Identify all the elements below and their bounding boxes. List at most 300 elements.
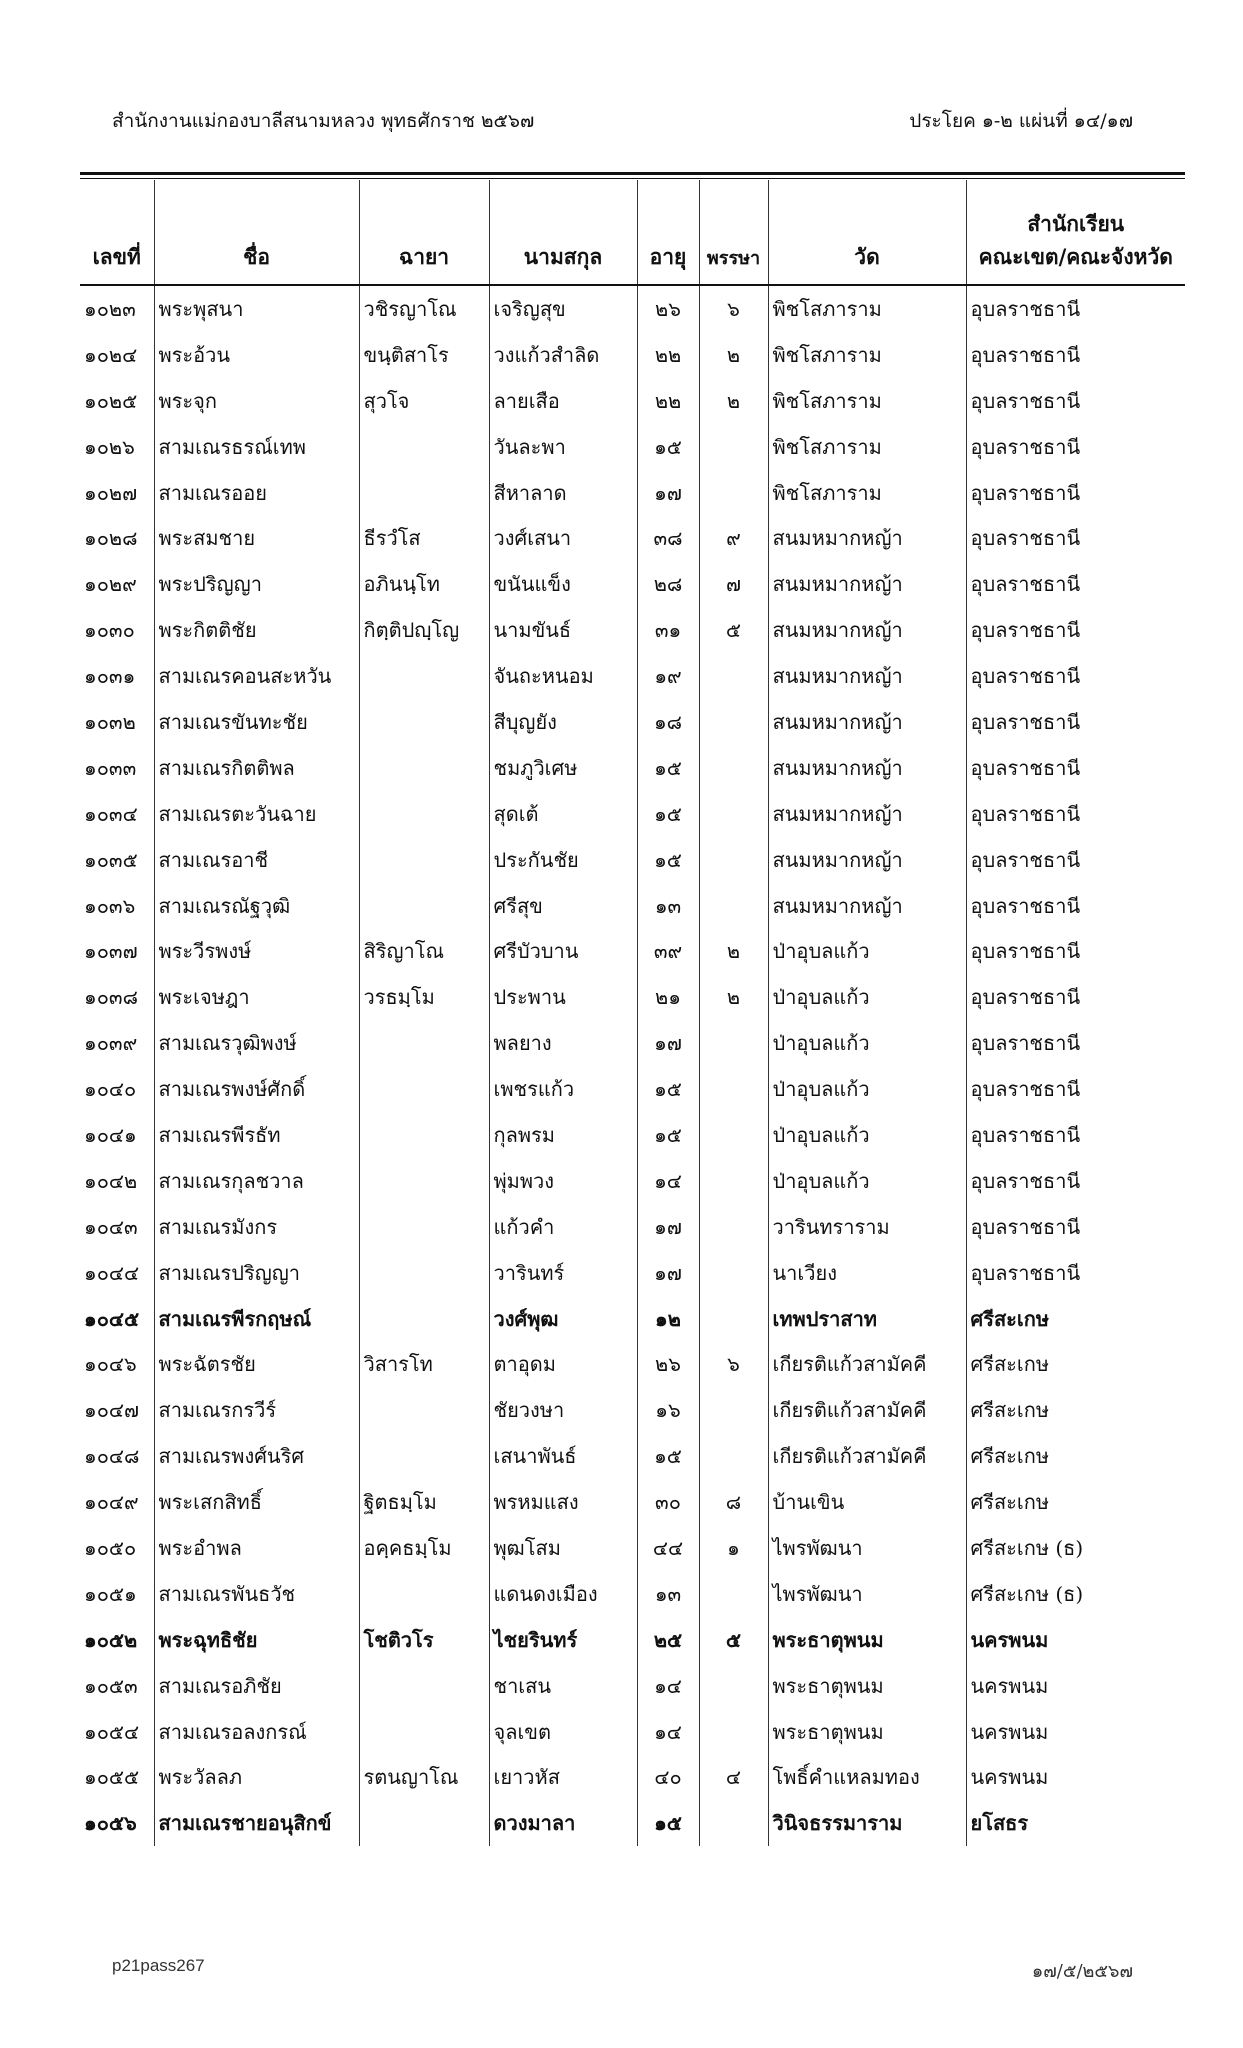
cell-chaya <box>359 1020 489 1066</box>
table-row <box>80 1158 1185 1204</box>
table-row <box>80 699 1185 745</box>
cell-chaya <box>359 470 489 516</box>
table-row <box>80 1250 1185 1296</box>
cell-school: ศรีสะเกษ <box>966 1387 1185 1433</box>
cell-surname: จุลเขต <box>489 1709 637 1755</box>
cell-wat: บ้านเขิน <box>768 1479 966 1525</box>
cell-school: ศรีสะเกษ <box>966 1296 1185 1342</box>
cell-wat: เกียรติแก้วสามัคคี <box>768 1433 966 1479</box>
cell-wat: พระธาตุพนม <box>768 1709 966 1755</box>
cell-name: สามเณรปริญญา <box>154 1250 359 1296</box>
cell-name: พระวีรพงษ์ <box>154 928 359 974</box>
cell-no: ๑๐๒๘ <box>84 526 138 551</box>
cell-no: ๑๐๒๙ <box>84 572 137 597</box>
cell-surname: เสนาพันธ์ <box>489 1433 637 1479</box>
cell-chaya <box>359 1571 489 1617</box>
table-row <box>80 974 1185 1020</box>
header-rule-thick <box>80 172 1185 175</box>
cell-age: ๔๔ <box>637 1525 699 1571</box>
cell-no: ๑๐๔๒ <box>84 1168 138 1193</box>
footer-code: p21pass267 <box>112 1956 205 1975</box>
page-header-office: สำนักงานแม่กองบาลีสนามหลวง พุทธศักราช ๒๕๖๗ <box>112 110 535 132</box>
cell-surname: วงแก้วสำลิด <box>489 332 637 378</box>
cell-surname: แก้วคำ <box>489 1204 637 1250</box>
table-row <box>80 1112 1185 1158</box>
cell-age: ๑๘ <box>637 699 699 745</box>
cell-wat: ป่าอุบลแก้ว <box>768 1112 966 1158</box>
cell-age: ๒๖ <box>637 285 699 332</box>
table-row <box>80 1387 1185 1433</box>
cell-name: พระสมชาย <box>154 515 359 561</box>
cell-vassa <box>699 1204 768 1250</box>
cell-age: ๑๒ <box>637 1296 699 1342</box>
cell-wat: สนมหมากหญ้า <box>768 883 966 929</box>
cell-school: อุบลราชธานี <box>966 974 1185 1020</box>
cell-chaya: ธีรวํโส <box>359 515 489 561</box>
cell-age: ๒๒ <box>637 332 699 378</box>
cell-age: ๓๘ <box>637 515 699 561</box>
cell-school: ศรีสะเกษ (ธ) <box>966 1571 1185 1617</box>
cell-age: ๑๓ <box>637 883 699 929</box>
col-header-vassa: พรรษา <box>699 180 768 285</box>
cell-name: สามเณรอาชี <box>154 837 359 883</box>
cell-chaya <box>359 745 489 791</box>
cell-age: ๑๗ <box>637 1250 699 1296</box>
cell-no: ๑๐๒๔ <box>84 342 138 367</box>
cell-surname: พลยาง <box>489 1020 637 1066</box>
cell-vassa: ๖ <box>699 285 768 332</box>
cell-age: ๓๙ <box>637 928 699 974</box>
table-header <box>80 180 1185 285</box>
cell-vassa <box>699 653 768 699</box>
cell-chaya <box>359 1296 489 1342</box>
cell-vassa <box>699 699 768 745</box>
cell-vassa: ๒ <box>699 332 768 378</box>
cell-wat: วินิจธรรมาราม <box>768 1800 966 1846</box>
table-row <box>80 1020 1185 1066</box>
cell-vassa: ๒ <box>699 974 768 1020</box>
cell-surname: พุ่มพวง <box>489 1158 637 1204</box>
table-row <box>80 1066 1185 1112</box>
cell-no: ๑๐๓๒ <box>84 709 136 734</box>
cell-school: อุบลราชธานี <box>966 515 1185 561</box>
cell-school: ยโสธร <box>966 1800 1185 1846</box>
cell-chaya <box>359 1433 489 1479</box>
cell-name: พระปริญญา <box>154 561 359 607</box>
cell-age: ๑๕ <box>637 1112 699 1158</box>
cell-surname: วงศ์เสนา <box>489 515 637 561</box>
cell-no: ๑๐๕๑ <box>84 1581 137 1606</box>
cell-age: ๒๘ <box>637 561 699 607</box>
cell-chaya <box>359 1387 489 1433</box>
cell-age: ๑๕ <box>637 745 699 791</box>
cell-surname: ดวงมาลา <box>489 1800 637 1846</box>
table-row <box>80 1479 1185 1525</box>
cell-wat: พระธาตุพนม <box>768 1663 966 1709</box>
cell-wat: ไพรพัฒนา <box>768 1525 966 1571</box>
cell-surname: พุฒโสม <box>489 1525 637 1571</box>
cell-wat: ไพรพัฒนา <box>768 1571 966 1617</box>
cell-school: อุบลราชธานี <box>966 470 1185 516</box>
cell-no: ๑๐๕๔ <box>84 1719 140 1744</box>
cell-vassa <box>699 1250 768 1296</box>
cell-school: อุบลราชธานี <box>966 1158 1185 1204</box>
cell-age: ๑๔ <box>637 1663 699 1709</box>
table-row <box>80 745 1185 791</box>
cell-school: อุบลราชธานี <box>966 561 1185 607</box>
cell-no: ๑๐๓๓ <box>84 755 137 780</box>
cell-vassa <box>699 791 768 837</box>
cell-age: ๑๗ <box>637 1020 699 1066</box>
col-header-chaya: ฉายา <box>359 180 489 285</box>
cell-name: พระเจษฎา <box>154 974 359 1020</box>
cell-vassa <box>699 1066 768 1112</box>
cell-name: สามเณรพงศ์นริศ <box>154 1433 359 1479</box>
cell-name: พระวัลลภ <box>154 1755 359 1801</box>
cell-age: ๒๖ <box>637 1341 699 1387</box>
cell-wat: สนมหมากหญ้า <box>768 607 966 653</box>
table-row <box>80 515 1185 561</box>
cell-wat: ป่าอุบลแก้ว <box>768 1066 966 1112</box>
col-header-name: ชื่อ <box>154 180 359 285</box>
cell-school: ศรีสะเกษ <box>966 1479 1185 1525</box>
cell-no: ๑๐๔๓ <box>84 1214 138 1239</box>
cell-age: ๑๕ <box>637 424 699 470</box>
cell-surname: ขนันแข็ง <box>489 561 637 607</box>
header-rule-thin <box>80 178 1185 179</box>
cell-vassa <box>699 1663 768 1709</box>
cell-wat: ป่าอุบลแก้ว <box>768 928 966 974</box>
cell-name: สามเณรตะวันฉาย <box>154 791 359 837</box>
cell-school: นครพนม <box>966 1617 1185 1663</box>
cell-name: พระอ้วน <box>154 332 359 378</box>
table-body <box>80 285 1185 1846</box>
cell-wat: ป่าอุบลแก้ว <box>768 1020 966 1066</box>
cell-wat: พระธาตุพนม <box>768 1617 966 1663</box>
cell-wat: พิชโสภาราม <box>768 424 966 470</box>
table-row <box>80 1800 1185 1846</box>
cell-chaya: กิตฺติปญฺโญ <box>359 607 489 653</box>
cell-wat: พิชโสภาราม <box>768 470 966 516</box>
table-row <box>80 791 1185 837</box>
cell-no: ๑๐๒๕ <box>84 388 138 413</box>
cell-name: สามเณรพันธวัช <box>154 1571 359 1617</box>
col-header-age: อายุ <box>637 180 699 285</box>
cell-chaya: อคฺคธมฺโม <box>359 1525 489 1571</box>
cell-name: พระจุก <box>154 378 359 424</box>
cell-wat: เทพปราสาท <box>768 1296 966 1342</box>
cell-surname: ชัยวงษา <box>489 1387 637 1433</box>
col-header-school-bottom: คณะเขต/คณะจังหวัด <box>978 244 1173 270</box>
cell-chaya: ฐิตธมฺโม <box>359 1479 489 1525</box>
table-row <box>80 1755 1185 1801</box>
cell-age: ๒๑ <box>637 974 699 1020</box>
cell-no: ๑๐๒๗ <box>84 480 138 505</box>
cell-name: สามเณรณัฐวุฒิ <box>154 883 359 929</box>
cell-school: อุบลราชธานี <box>966 791 1185 837</box>
cell-no: ๑๐๒๓ <box>84 296 136 321</box>
col-header-school-top: สำนักเรียน <box>1027 210 1125 236</box>
cell-name: พระเสกสิทธิ์ <box>154 1479 359 1525</box>
cell-vassa: ๒ <box>699 928 768 974</box>
cell-school: อุบลราชธานี <box>966 1250 1185 1296</box>
cell-vassa: ๑ <box>699 1525 768 1571</box>
table-row <box>80 1296 1185 1342</box>
table-row <box>80 285 1185 332</box>
cell-name: สามเณรธรณ์เทพ <box>154 424 359 470</box>
col-header-no: เลขที่ <box>80 180 154 285</box>
cell-surname: วันละพา <box>489 424 637 470</box>
cell-name: สามเณรขันทะชัย <box>154 699 359 745</box>
cell-vassa: ๙ <box>699 515 768 561</box>
cell-vassa: ๕ <box>699 607 768 653</box>
cell-chaya <box>359 699 489 745</box>
page-header-sheet: ประโยค ๑-๒ แผ่นที่ ๑๔/๑๗ <box>909 110 1133 132</box>
cell-school: อุบลราชธานี <box>966 699 1185 745</box>
cell-name: สามเณรอภิชัย <box>154 1663 359 1709</box>
table-row <box>80 561 1185 607</box>
cell-surname: เยาวหัส <box>489 1755 637 1801</box>
cell-no: ๑๐๓๑ <box>84 664 136 689</box>
results-table <box>80 180 1185 1846</box>
cell-surname: ศรีสุข <box>489 883 637 929</box>
cell-name: สามเณรคอนสะหวัน <box>154 653 359 699</box>
cell-surname: ไชยรินทร์ <box>489 1617 637 1663</box>
cell-chaya <box>359 1204 489 1250</box>
cell-chaya <box>359 424 489 470</box>
cell-no: ๑๐๔๙ <box>84 1490 139 1515</box>
footer-date: ๑๗/๕/๒๕๖๗ <box>1031 1961 1133 1982</box>
cell-name: สามเณรมังกร <box>154 1204 359 1250</box>
cell-no: ๑๐๓๕ <box>84 847 138 872</box>
cell-chaya <box>359 1800 489 1846</box>
table-row <box>80 1341 1185 1387</box>
cell-name: สามเณรกุลชวาล <box>154 1158 359 1204</box>
cell-school: นครพนม <box>966 1663 1185 1709</box>
cell-wat: พิชโสภาราม <box>768 332 966 378</box>
cell-surname: ชมภูวิเศษ <box>489 745 637 791</box>
cell-chaya: สุวโจ <box>359 378 489 424</box>
cell-vassa: ๘ <box>699 1479 768 1525</box>
cell-age: ๑๔ <box>637 1158 699 1204</box>
table-row <box>80 928 1185 974</box>
table-row <box>80 653 1185 699</box>
cell-wat: ป่าอุบลแก้ว <box>768 974 966 1020</box>
cell-wat: โพธิ์คำแหลมทอง <box>768 1755 966 1801</box>
cell-no: ๑๐๔๖ <box>84 1352 137 1377</box>
cell-age: ๑๕ <box>637 837 699 883</box>
cell-wat: สนมหมากหญ้า <box>768 837 966 883</box>
cell-chaya: วชิรญาโณ <box>359 285 489 332</box>
cell-chaya: ขนฺติสาโร <box>359 332 489 378</box>
cell-no: ๑๐๓๗ <box>84 939 138 964</box>
cell-name: พระฉัตรชัย <box>154 1341 359 1387</box>
cell-surname: เพชรแก้ว <box>489 1066 637 1112</box>
cell-surname: สีหาลาด <box>489 470 637 516</box>
cell-vassa: ๕ <box>699 1617 768 1663</box>
cell-wat: เกียรติแก้วสามัคคี <box>768 1341 966 1387</box>
cell-wat: นาเวียง <box>768 1250 966 1296</box>
cell-no: ๑๐๒๖ <box>84 434 135 459</box>
cell-surname: สีบุญยัง <box>489 699 637 745</box>
cell-surname: จันถะหนอม <box>489 653 637 699</box>
cell-no: ๑๐๓๐ <box>84 618 135 643</box>
cell-chaya: วิสารโท <box>359 1341 489 1387</box>
cell-chaya <box>359 653 489 699</box>
cell-age: ๑๕ <box>637 1800 699 1846</box>
cell-no: ๑๐๔๔ <box>84 1260 140 1285</box>
table-row <box>80 883 1185 929</box>
cell-chaya: โชติวโร <box>359 1617 489 1663</box>
cell-no: ๑๐๕๓ <box>84 1673 138 1698</box>
cell-wat: เกียรติแก้วสามัคคี <box>768 1387 966 1433</box>
cell-no: ๑๐๓๔ <box>84 801 138 826</box>
cell-school: ศรีสะเกษ (ธ) <box>966 1525 1185 1571</box>
cell-no: ๑๐๔๑ <box>84 1122 137 1147</box>
cell-school: อุบลราชธานี <box>966 883 1185 929</box>
cell-no: ๑๐๔๗ <box>84 1398 140 1423</box>
cell-vassa <box>699 1387 768 1433</box>
cell-age: ๒๒ <box>637 378 699 424</box>
cell-no: ๑๐๔๕ <box>84 1306 140 1331</box>
cell-vassa: ๔ <box>699 1755 768 1801</box>
cell-chaya <box>359 1066 489 1112</box>
cell-chaya <box>359 1709 489 1755</box>
cell-age: ๑๖ <box>637 1387 699 1433</box>
table-row <box>80 1709 1185 1755</box>
cell-vassa <box>699 1433 768 1479</box>
cell-wat: สนมหมากหญ้า <box>768 699 966 745</box>
cell-name: พระกิตติชัย <box>154 607 359 653</box>
cell-no: ๑๐๕๕ <box>84 1765 140 1790</box>
cell-name: พระพุสนา <box>154 285 359 332</box>
cell-vassa <box>699 1020 768 1066</box>
cell-no: ๑๐๓๖ <box>84 893 136 918</box>
cell-school: ศรีสะเกษ <box>966 1433 1185 1479</box>
cell-age: ๓๐ <box>637 1479 699 1525</box>
table-row <box>80 1433 1185 1479</box>
cell-name: สามเณรออย <box>154 470 359 516</box>
cell-vassa <box>699 1709 768 1755</box>
cell-school: อุบลราชธานี <box>966 607 1185 653</box>
cell-chaya <box>359 1112 489 1158</box>
cell-vassa <box>699 1296 768 1342</box>
cell-wat: ป่าอุบลแก้ว <box>768 1158 966 1204</box>
cell-surname: ศรีบัวบาน <box>489 928 637 974</box>
cell-school: อุบลราชธานี <box>966 1204 1185 1250</box>
cell-school: นครพนม <box>966 1709 1185 1755</box>
cell-school: อุบลราชธานี <box>966 378 1185 424</box>
cell-wat: สนมหมากหญ้า <box>768 515 966 561</box>
cell-vassa <box>699 470 768 516</box>
cell-age: ๑๗ <box>637 470 699 516</box>
cell-age: ๑๔ <box>637 1709 699 1755</box>
table-row <box>80 332 1185 378</box>
cell-age: ๒๕ <box>637 1617 699 1663</box>
cell-vassa <box>699 883 768 929</box>
cell-surname: เจริญสุข <box>489 285 637 332</box>
cell-school: อุบลราชธานี <box>966 745 1185 791</box>
table-row <box>80 1525 1185 1571</box>
cell-age: ๑๓ <box>637 1571 699 1617</box>
cell-chaya <box>359 791 489 837</box>
cell-wat: สนมหมากหญ้า <box>768 791 966 837</box>
table-row <box>80 1617 1185 1663</box>
cell-vassa <box>699 745 768 791</box>
cell-surname: ตาอุดม <box>489 1341 637 1387</box>
col-header-wat: วัด <box>768 180 966 285</box>
cell-school: ศรีสะเกษ <box>966 1341 1185 1387</box>
cell-chaya <box>359 837 489 883</box>
cell-name: สามเณรกิตติพล <box>154 745 359 791</box>
cell-wat: วารินทราราม <box>768 1204 966 1250</box>
cell-vassa: ๒ <box>699 378 768 424</box>
cell-school: อุบลราชธานี <box>966 653 1185 699</box>
cell-school: อุบลราชธานี <box>966 1112 1185 1158</box>
cell-no: ๑๐๕๐ <box>84 1535 137 1560</box>
cell-chaya: สิริญาโณ <box>359 928 489 974</box>
table-row <box>80 837 1185 883</box>
cell-age: ๑๕ <box>637 1433 699 1479</box>
cell-vassa <box>699 1112 768 1158</box>
table-row <box>80 1204 1185 1250</box>
cell-no: ๑๐๓๙ <box>84 1031 138 1056</box>
cell-age: ๑๙ <box>637 653 699 699</box>
cell-chaya: วรธมฺโม <box>359 974 489 1020</box>
cell-surname: พรหมแสง <box>489 1479 637 1525</box>
cell-surname: สุดเต้ <box>489 791 637 837</box>
cell-vassa: ๖ <box>699 1341 768 1387</box>
cell-surname: ชาเสน <box>489 1663 637 1709</box>
cell-name: พระอำพล <box>154 1525 359 1571</box>
cell-no: ๑๐๕๒ <box>84 1627 138 1652</box>
cell-name: สามเณรกรวีร์ <box>154 1387 359 1433</box>
cell-wat: สนมหมากหญ้า <box>768 561 966 607</box>
cell-no: ๑๐๔๘ <box>84 1444 140 1469</box>
cell-name: พระฉุทธิชัย <box>154 1617 359 1663</box>
cell-age: ๓๑ <box>637 607 699 653</box>
cell-name: สามเณรวุฒิพงษ์ <box>154 1020 359 1066</box>
cell-chaya <box>359 1158 489 1204</box>
cell-vassa <box>699 837 768 883</box>
cell-age: ๑๕ <box>637 791 699 837</box>
cell-name: สามเณรชายอนุสิกข์ <box>154 1800 359 1846</box>
cell-surname: ประพาน <box>489 974 637 1020</box>
col-header-surname: นามสกุล <box>489 180 637 285</box>
table-row <box>80 1571 1185 1617</box>
cell-name: สามเณรพงษ์ศักดิ์ <box>154 1066 359 1112</box>
cell-age: ๑๗ <box>637 1204 699 1250</box>
cell-surname: นามขันธ์ <box>489 607 637 653</box>
cell-surname: ลายเสือ <box>489 378 637 424</box>
cell-school: อุบลราชธานี <box>966 1066 1185 1112</box>
cell-surname: ประกันชัย <box>489 837 637 883</box>
cell-surname: วารินทร์ <box>489 1250 637 1296</box>
cell-name: สามเณรพีรกฤษณ์ <box>154 1296 359 1342</box>
cell-chaya <box>359 883 489 929</box>
cell-surname: แดนดงเมือง <box>489 1571 637 1617</box>
table-row <box>80 470 1185 516</box>
cell-no: ๑๐๔๐ <box>84 1077 137 1102</box>
cell-vassa <box>699 1158 768 1204</box>
cell-vassa <box>699 1571 768 1617</box>
table-row <box>80 1663 1185 1709</box>
table-row <box>80 424 1185 470</box>
cell-vassa <box>699 424 768 470</box>
table-row <box>80 607 1185 653</box>
cell-vassa <box>699 1800 768 1846</box>
cell-no: ๑๐๓๘ <box>84 985 139 1010</box>
